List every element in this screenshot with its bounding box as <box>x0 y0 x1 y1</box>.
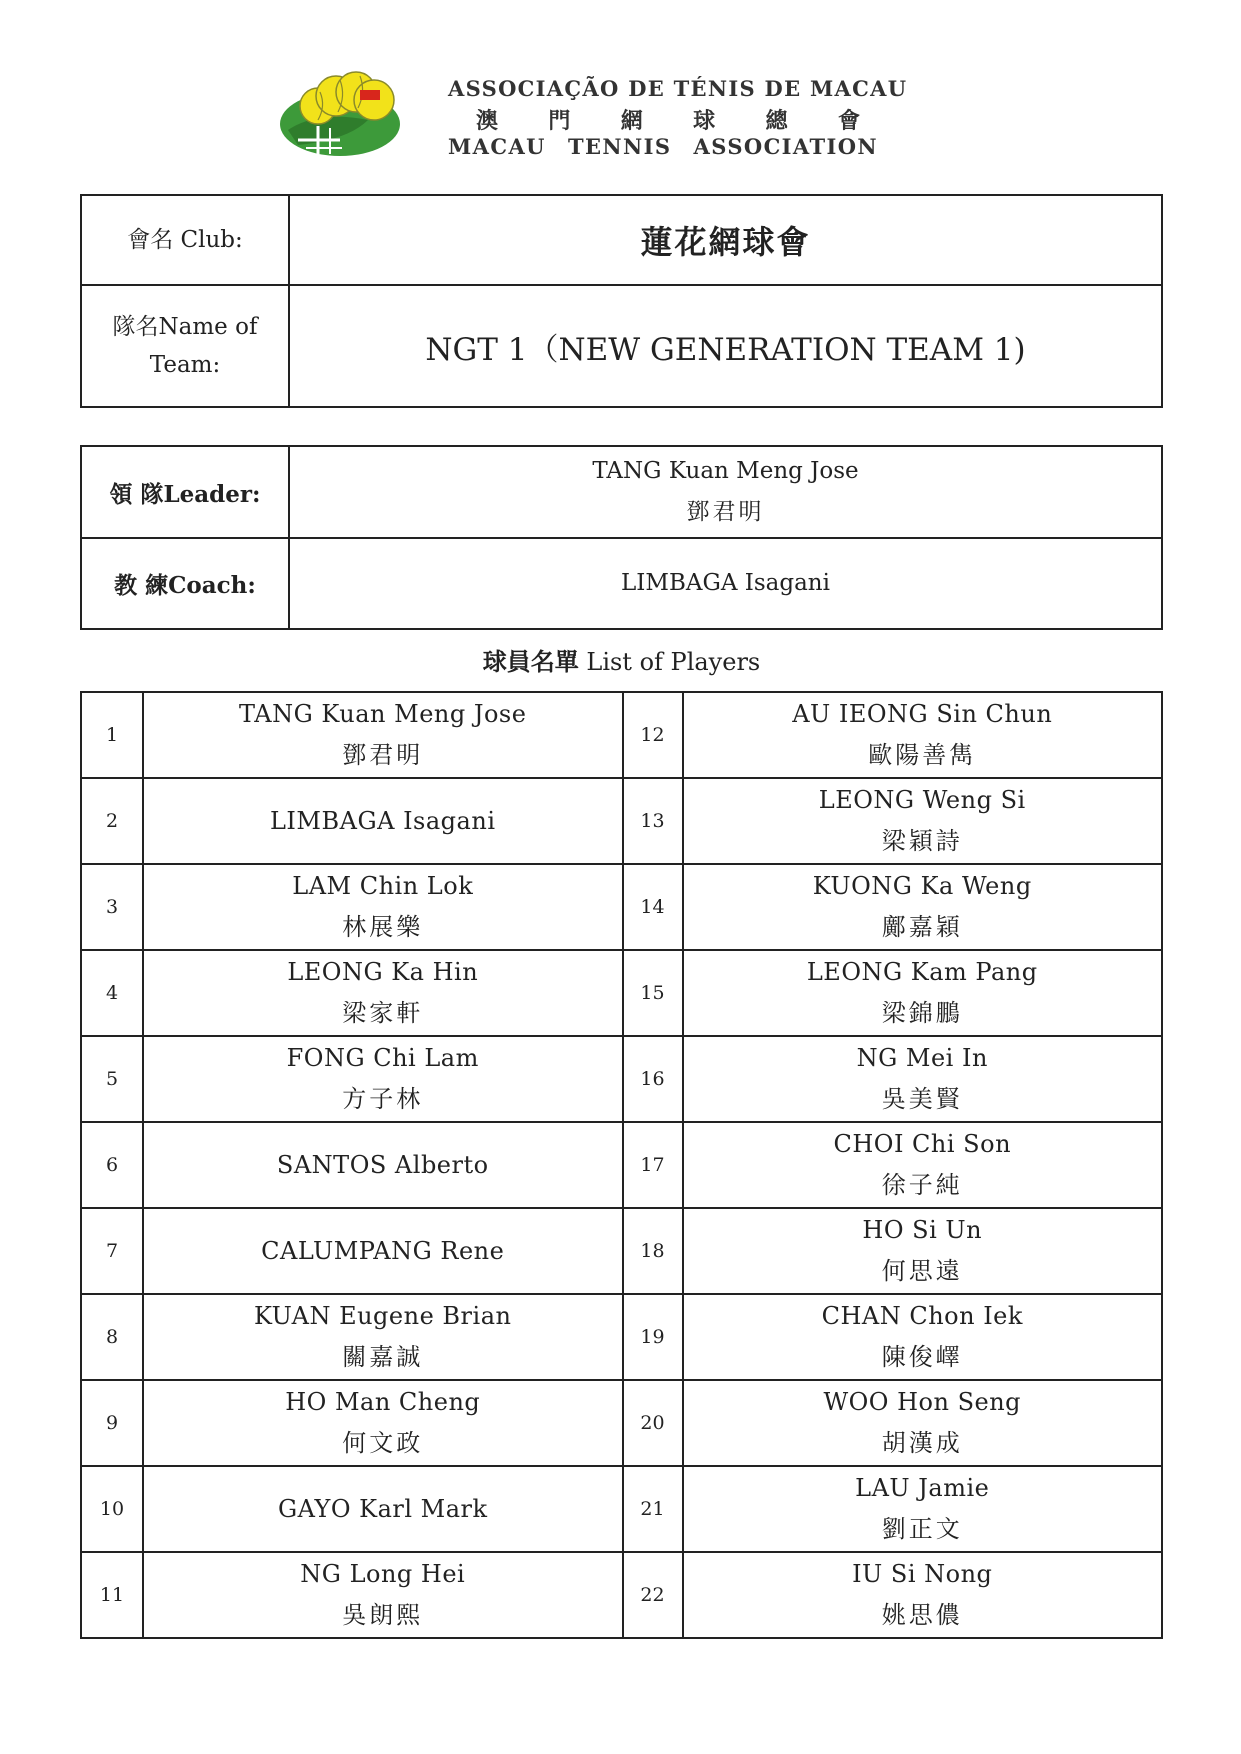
leader-label: 領 隊Leader: <box>81 446 289 538</box>
player-name-cell <box>683 1036 1163 1122</box>
players-title-en: List of Players <box>578 648 761 676</box>
player-number: 7 <box>81 1208 143 1294</box>
player-number: 15 <box>623 950 683 1036</box>
organization-name <box>448 76 908 162</box>
player-number: 18 <box>623 1208 683 1294</box>
player-name-zh: 關嘉誠 <box>342 1343 424 1371</box>
org-name-chinese <box>448 104 878 134</box>
coach-label: 教 練Coach: <box>81 538 289 629</box>
table-row <box>81 1208 1162 1294</box>
player-name-cell <box>683 1380 1163 1466</box>
org-zh-char: 總 <box>765 108 788 134</box>
player-number: 19 <box>623 1294 683 1380</box>
letterhead <box>278 70 908 160</box>
player-name-zh: 歐陽善雋 <box>868 741 977 769</box>
player-number: 16 <box>623 1036 683 1122</box>
player-number: 6 <box>81 1122 143 1208</box>
org-en-word: ASSOCIATION <box>693 134 878 159</box>
player-name-en: NG Mei In <box>856 1044 988 1072</box>
player-name-cell <box>143 1208 623 1294</box>
player-name-zh: 姚思儂 <box>881 1601 963 1629</box>
leader-row <box>81 446 1162 538</box>
player-name-en: GAYO Karl Mark <box>277 1494 488 1523</box>
player-name-cell <box>143 1466 623 1552</box>
player-number: 20 <box>623 1380 683 1466</box>
player-name-zh: 徐子純 <box>881 1171 963 1199</box>
table-row <box>81 1294 1162 1380</box>
team-label-line1: 隊名Name of <box>112 314 258 340</box>
table-row <box>81 1122 1162 1208</box>
player-name-zh: 劉正文 <box>881 1515 963 1543</box>
player-number: 14 <box>623 864 683 950</box>
club-label: 會名 Club: <box>81 195 289 285</box>
player-name-en: SANTOS Alberto <box>276 1150 489 1179</box>
player-name-cell <box>143 1294 623 1380</box>
player-number: 11 <box>81 1552 143 1638</box>
player-number: 9 <box>81 1380 143 1466</box>
player-name-en: LAU Jamie <box>855 1474 990 1502</box>
player-name-cell <box>143 1552 623 1638</box>
table-row <box>81 1552 1162 1638</box>
org-name-english <box>448 134 878 162</box>
player-name-cell <box>683 1122 1163 1208</box>
player-name-zh: 梁錦鵬 <box>881 999 963 1027</box>
player-name-zh: 胡漢成 <box>881 1429 963 1457</box>
player-name-cell <box>683 1294 1163 1380</box>
player-name-en: CHAN Chon Iek <box>821 1302 1023 1330</box>
org-zh-char: 網 <box>620 108 643 134</box>
player-name-en: LEONG Weng Si <box>818 786 1026 814</box>
player-number: 17 <box>623 1122 683 1208</box>
player-name-cell <box>683 864 1163 950</box>
player-name-cell <box>683 950 1163 1036</box>
player-name-zh: 何思遠 <box>881 1257 963 1285</box>
table-row <box>81 1036 1162 1122</box>
table-row <box>81 692 1162 778</box>
player-name-cell <box>143 950 623 1036</box>
org-en-word: MACAU <box>448 134 546 159</box>
player-number: 1 <box>81 692 143 778</box>
player-name-en: FONG Chi Lam <box>286 1044 479 1072</box>
team-row <box>81 285 1162 407</box>
coach-value: LIMBAGA Isagani <box>289 538 1162 629</box>
macau-tennis-association-logo <box>278 70 400 158</box>
player-number: 12 <box>623 692 683 778</box>
org-en-word: TENNIS <box>567 134 672 159</box>
player-name-en: HO Man Cheng <box>285 1388 481 1416</box>
player-name-en: KUAN Eugene Brian <box>254 1302 512 1330</box>
player-name-zh: 吳美賢 <box>881 1085 963 1113</box>
org-zh-char: 澳 <box>476 108 499 134</box>
player-name-en: KUONG Ka Weng <box>812 872 1032 900</box>
player-name-en: LEONG Ka Hin <box>287 958 479 986</box>
player-name-en: WOO Hon Seng <box>823 1388 1022 1416</box>
player-name-cell <box>143 1380 623 1466</box>
table-row <box>81 778 1162 864</box>
player-number: 21 <box>623 1466 683 1552</box>
player-number: 13 <box>623 778 683 864</box>
player-name-en: AU IEONG Sin Chun <box>792 700 1053 728</box>
player-name-cell <box>143 1036 623 1122</box>
player-name-cell <box>143 1122 623 1208</box>
player-name-cell <box>143 692 623 778</box>
player-name-cell <box>683 1466 1163 1552</box>
leader-name-zh: 鄧君明 <box>686 499 765 525</box>
player-name-en: NG Long Hei <box>300 1560 466 1588</box>
players-list-title <box>80 642 1163 677</box>
player-name-en: CHOI Chi Son <box>833 1130 1012 1158</box>
club-team-table <box>80 194 1163 408</box>
player-name-zh: 鄺嘉穎 <box>881 913 963 941</box>
player-number: 8 <box>81 1294 143 1380</box>
player-number: 4 <box>81 950 143 1036</box>
player-number: 2 <box>81 778 143 864</box>
player-name-cell <box>683 1552 1163 1638</box>
player-number: 10 <box>81 1466 143 1552</box>
player-name-zh: 陳俊嶧 <box>881 1343 963 1371</box>
players-table <box>80 691 1163 1639</box>
org-zh-char: 球 <box>693 108 716 134</box>
player-name-en: LEONG Kam Pang <box>806 958 1038 986</box>
org-name-portuguese: ASSOCIAÇÃO DE TÉNIS DE MACAU <box>448 76 908 101</box>
table-row <box>81 864 1162 950</box>
table-row <box>81 1466 1162 1552</box>
org-zh-char: 會 <box>837 108 860 134</box>
player-name-cell <box>683 1208 1163 1294</box>
leader-value <box>289 446 1162 538</box>
club-value: 蓮花網球會 <box>289 195 1162 285</box>
player-name-cell <box>683 692 1163 778</box>
coach-row <box>81 538 1162 629</box>
team-label <box>81 285 289 407</box>
player-name-cell <box>143 864 623 950</box>
club-row <box>81 195 1162 285</box>
team-value: NGT 1（NEW GENERATION TEAM 1) <box>289 285 1162 407</box>
player-name-en: TANG Kuan Meng Jose <box>239 700 527 728</box>
player-name-zh: 梁穎詩 <box>881 827 963 855</box>
player-name-en: HO Si Un <box>862 1216 983 1244</box>
leader-coach-table <box>80 445 1163 630</box>
player-name-cell <box>143 778 623 864</box>
player-name-zh: 吳朗熙 <box>342 1601 424 1629</box>
table-row <box>81 950 1162 1036</box>
player-name-cell <box>683 778 1163 864</box>
org-zh-char: 門 <box>548 108 571 134</box>
player-number: 22 <box>623 1552 683 1638</box>
player-name-zh: 方子林 <box>342 1085 424 1113</box>
player-number: 3 <box>81 864 143 950</box>
leader-name-en: TANG Kuan Meng Jose <box>592 458 859 484</box>
player-name-en: CALUMPANG Rene <box>261 1236 505 1265</box>
player-name-zh: 梁家軒 <box>342 999 424 1027</box>
table-row <box>81 1380 1162 1466</box>
player-number: 5 <box>81 1036 143 1122</box>
player-name-en: IU Si Nong <box>852 1560 993 1588</box>
player-name-zh: 何文政 <box>342 1429 424 1457</box>
player-name-zh: 鄧君明 <box>342 741 424 769</box>
team-label-line2: Team: <box>149 352 221 378</box>
player-name-zh: 林展樂 <box>342 913 424 941</box>
player-name-en: LIMBAGA Isagani <box>269 806 496 835</box>
player-name-en: LAM Chin Lok <box>292 872 474 900</box>
players-title-zh: 球員名單 <box>482 647 579 676</box>
players-table-body <box>81 692 1162 1638</box>
